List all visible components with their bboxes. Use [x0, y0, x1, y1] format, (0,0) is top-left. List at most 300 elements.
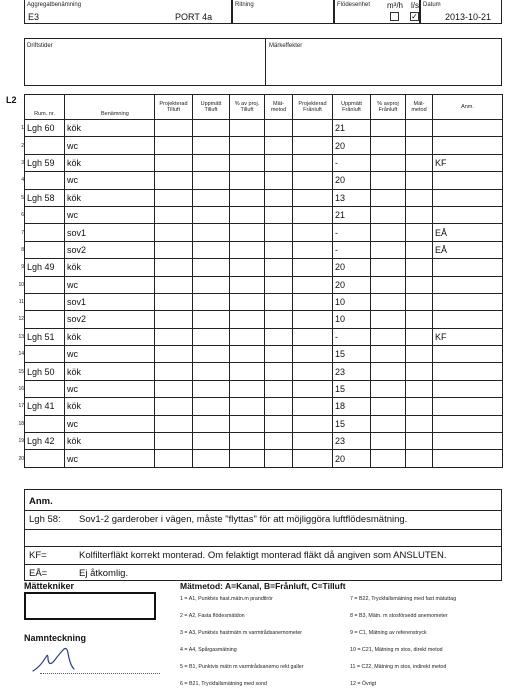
col-rum: Rum. nr. — [25, 95, 65, 120]
cell-rum[interactable] — [25, 450, 65, 467]
cell-pct-tilluft[interactable] — [230, 433, 265, 450]
datum-label: Datum — [423, 2, 441, 8]
cell-proj-tilluft[interactable] — [155, 276, 193, 293]
cell-upp-tilluft[interactable] — [193, 293, 230, 310]
table-row — [25, 189, 503, 206]
cell-pct-tilluft[interactable] — [230, 450, 265, 467]
cell-metod-franluft[interactable] — [406, 450, 433, 467]
method-item: 1 = A1, Punktvis hast.mätn.m prandtlrör — [180, 596, 273, 602]
cell-metod-franluft[interactable] — [406, 154, 433, 171]
cell-proj-franluft[interactable] — [293, 259, 333, 276]
cell-metod-franluft[interactable] — [406, 172, 433, 189]
cell-rum[interactable] — [25, 206, 65, 223]
table-row — [25, 363, 503, 380]
cell-rum[interactable] — [25, 137, 65, 154]
cell-metod-franluft[interactable] — [406, 189, 433, 206]
cell-proj-tilluft[interactable] — [155, 241, 193, 258]
cell-upp-franluft[interactable]: 10 — [333, 311, 371, 328]
cell-metod-tilluft[interactable] — [265, 328, 293, 345]
cell-rum[interactable] — [25, 346, 65, 363]
cell-upp-franluft[interactable]: - — [333, 328, 371, 345]
cell-anm[interactable] — [433, 172, 503, 189]
row-number: 17 — [18, 403, 24, 410]
row-number: 18 — [18, 420, 24, 427]
cell-metod-franluft[interactable] — [406, 380, 433, 397]
cell-proj-tilluft[interactable] — [155, 224, 193, 241]
cell-anm[interactable] — [433, 276, 503, 293]
cell-rum[interactable] — [25, 241, 65, 258]
cell-proj-franluft[interactable] — [293, 189, 333, 206]
row-number: 13 — [18, 333, 24, 340]
row-number: 1 — [21, 125, 24, 132]
flodesenhet-label: Flödesenhet — [337, 2, 371, 8]
cell-metod-franluft[interactable] — [406, 328, 433, 345]
cell-anm[interactable] — [433, 450, 503, 467]
cell-proj-franluft[interactable] — [293, 398, 333, 415]
mattekniker-label: Mättekniker — [24, 581, 75, 591]
table-row — [25, 154, 503, 171]
cell-rum[interactable]: Lgh 42 — [25, 433, 65, 450]
cell-pct-franluft[interactable] — [371, 189, 406, 206]
cell-metod-tilluft[interactable] — [265, 154, 293, 171]
datum-cell — [420, 0, 502, 24]
cell-benamning[interactable]: kök — [65, 189, 155, 206]
cell-pct-tilluft[interactable] — [230, 259, 265, 276]
cell-benamning[interactable]: sov2 — [65, 241, 155, 258]
cell-benamning[interactable]: wc — [65, 346, 155, 363]
cell-benamning[interactable]: sov1 — [65, 224, 155, 241]
cell-anm[interactable] — [433, 311, 503, 328]
cell-anm[interactable] — [433, 206, 503, 223]
cell-upp-tilluft[interactable] — [193, 154, 230, 171]
anm-rule-3 — [25, 546, 501, 547]
cell-upp-tilluft[interactable] — [193, 276, 230, 293]
cell-benamning[interactable]: wc — [65, 172, 155, 189]
method-item: 9 = C1, Mätning av referenstryck — [350, 630, 427, 636]
cell-metod-franluft[interactable] — [406, 293, 433, 310]
cell-upp-tilluft[interactable] — [193, 380, 230, 397]
cell-upp-franluft[interactable]: 23 — [333, 363, 371, 380]
cell-pct-franluft[interactable] — [371, 137, 406, 154]
cell-pct-tilluft[interactable] — [230, 120, 265, 137]
method-item: 4 = A4, Spårgasmätning — [180, 647, 237, 653]
cell-proj-franluft[interactable] — [293, 328, 333, 345]
cell-pct-franluft[interactable] — [371, 450, 406, 467]
cell-upp-franluft[interactable]: 15 — [333, 346, 371, 363]
cell-benamning[interactable]: kök — [65, 120, 155, 137]
cell-pct-franluft[interactable] — [371, 415, 406, 432]
cell-pct-tilluft[interactable] — [230, 241, 265, 258]
cell-pct-franluft[interactable] — [371, 276, 406, 293]
anm-rule-1 — [25, 510, 501, 511]
cell-proj-tilluft[interactable] — [155, 433, 193, 450]
cell-metod-franluft[interactable] — [406, 398, 433, 415]
cell-upp-tilluft[interactable] — [193, 398, 230, 415]
cell-benamning[interactable]: wc — [65, 206, 155, 223]
cell-metod-tilluft[interactable] — [265, 433, 293, 450]
cell-benamning[interactable]: kök — [65, 328, 155, 345]
table-row — [25, 328, 503, 345]
cell-benamning[interactable]: sov2 — [65, 311, 155, 328]
cell-upp-tilluft[interactable] — [193, 259, 230, 276]
table-row — [25, 172, 503, 189]
cell-proj-tilluft[interactable] — [155, 137, 193, 154]
cell-pct-franluft[interactable] — [371, 172, 406, 189]
cell-rum[interactable]: Lgh 50 — [25, 363, 65, 380]
cell-proj-tilluft[interactable] — [155, 328, 193, 345]
cell-metod-franluft[interactable] — [406, 259, 433, 276]
cell-metod-franluft[interactable] — [406, 276, 433, 293]
cell-upp-tilluft[interactable] — [193, 206, 230, 223]
cell-anm[interactable]: KF — [433, 154, 503, 171]
cell-metod-franluft[interactable] — [406, 224, 433, 241]
cell-pct-franluft[interactable] — [371, 328, 406, 345]
cell-proj-franluft[interactable] — [293, 311, 333, 328]
cell-rum[interactable] — [25, 415, 65, 432]
cell-rum[interactable] — [25, 224, 65, 241]
cell-metod-tilluft[interactable] — [265, 206, 293, 223]
cell-pct-tilluft[interactable] — [230, 137, 265, 154]
cell-metod-tilluft[interactable] — [265, 450, 293, 467]
cell-metod-tilluft[interactable] — [265, 415, 293, 432]
cell-metod-tilluft[interactable] — [265, 311, 293, 328]
cell-pct-franluft[interactable] — [371, 346, 406, 363]
table-row — [25, 433, 503, 450]
signature — [30, 645, 90, 675]
cell-pct-franluft[interactable] — [371, 311, 406, 328]
cell-pct-tilluft[interactable] — [230, 311, 265, 328]
cell-metod-tilluft[interactable] — [265, 259, 293, 276]
cell-metod-tilluft[interactable] — [265, 224, 293, 241]
row-number: 5 — [21, 194, 24, 201]
cell-proj-tilluft[interactable] — [155, 189, 193, 206]
cell-proj-tilluft[interactable] — [155, 380, 193, 397]
cell-metod-tilluft[interactable] — [265, 346, 293, 363]
cell-metod-franluft[interactable] — [406, 206, 433, 223]
cell-pct-franluft[interactable] — [371, 120, 406, 137]
cell-pct-franluft[interactable] — [371, 154, 406, 171]
col-benamning: Benämning — [65, 95, 155, 120]
cell-proj-tilluft[interactable] — [155, 398, 193, 415]
cell-anm[interactable]: EÅ — [433, 241, 503, 258]
cell-upp-tilluft[interactable] — [193, 224, 230, 241]
matmetod-title: Mätmetod: A=Kanal, B=Frånluft, C=Tilluft — [180, 581, 346, 591]
cell-anm[interactable] — [433, 293, 503, 310]
cell-rum[interactable]: Lgh 51 — [25, 328, 65, 345]
cell-upp-franluft[interactable]: 20 — [333, 259, 371, 276]
anm-line1-text: Sov1-2 garderober i vägen, måste "flyttas" för att möjliggöra luftflödesmätning. — [79, 514, 408, 525]
method-item: 6 = B21, Tryckfallsmätning med sond — [180, 681, 268, 687]
markeffekter-label: Märkeffekter — [269, 43, 303, 49]
cell-pct-tilluft[interactable] — [230, 276, 265, 293]
cell-upp-tilluft[interactable] — [193, 433, 230, 450]
cell-upp-franluft[interactable]: 21 — [333, 120, 371, 137]
cell-pct-franluft[interactable] — [371, 259, 406, 276]
cell-rum[interactable]: Lgh 49 — [25, 259, 65, 276]
cell-benamning[interactable]: wc — [65, 276, 155, 293]
cell-anm[interactable]: EÅ — [433, 224, 503, 241]
cell-pct-tilluft[interactable] — [230, 206, 265, 223]
cell-proj-franluft[interactable] — [293, 224, 333, 241]
cell-benamning[interactable]: wc — [65, 415, 155, 432]
method-item: 10 = C21, Mätning m stos, direkt metod — [350, 647, 443, 653]
cell-benamning[interactable]: kök — [65, 398, 155, 415]
cell-upp-tilluft[interactable] — [193, 172, 230, 189]
driftstider-label: Driftstider — [27, 43, 53, 49]
cell-pct-tilluft[interactable] — [230, 154, 265, 171]
cell-metod-franluft[interactable] — [406, 241, 433, 258]
cell-pct-franluft[interactable] — [371, 241, 406, 258]
cell-rum[interactable] — [25, 276, 65, 293]
cell-pct-tilluft[interactable] — [230, 172, 265, 189]
table-row — [25, 450, 503, 467]
cell-metod-tilluft[interactable] — [265, 276, 293, 293]
cell-metod-franluft[interactable] — [406, 346, 433, 363]
aggregat-value-port: PORT 4a — [175, 12, 213, 22]
cell-proj-tilluft[interactable] — [155, 363, 193, 380]
cell-proj-tilluft[interactable] — [155, 259, 193, 276]
cell-metod-tilluft[interactable] — [265, 293, 293, 310]
cell-proj-tilluft[interactable] — [155, 154, 193, 171]
cell-metod-tilluft[interactable] — [265, 189, 293, 206]
cell-proj-franluft[interactable] — [293, 293, 333, 310]
anm-line3-text: Ej åtkomlig. — [79, 568, 129, 579]
cell-benamning[interactable]: wc — [65, 380, 155, 397]
cell-metod-tilluft[interactable] — [265, 241, 293, 258]
cell-pct-tilluft[interactable] — [230, 189, 265, 206]
cell-upp-tilluft[interactable] — [193, 363, 230, 380]
cell-upp-franluft[interactable]: 10 — [333, 293, 371, 310]
cell-benamning[interactable]: sov1 — [65, 293, 155, 310]
cell-upp-franluft[interactable]: - — [333, 224, 371, 241]
cell-pct-franluft[interactable] — [371, 363, 406, 380]
cell-metod-tilluft[interactable] — [265, 172, 293, 189]
cell-proj-franluft[interactable] — [293, 154, 333, 171]
table-row — [25, 276, 503, 293]
cell-rum[interactable] — [25, 172, 65, 189]
cell-anm[interactable] — [433, 120, 503, 137]
cell-upp-tilluft[interactable] — [193, 189, 230, 206]
method-item: 3 = A3, Punktvis hastmätn m varmtrådsanemometer — [180, 630, 303, 636]
cell-proj-franluft[interactable] — [293, 380, 333, 397]
cell-proj-franluft[interactable] — [293, 415, 333, 432]
cell-pct-franluft[interactable] — [371, 293, 406, 310]
cell-upp-tilluft[interactable] — [193, 415, 230, 432]
col-proj-tilluft: Projekterad Tilluft — [155, 95, 193, 120]
cell-metod-franluft[interactable] — [406, 433, 433, 450]
cell-upp-tilluft[interactable] — [193, 120, 230, 137]
cell-upp-franluft[interactable]: 20 — [333, 137, 371, 154]
cell-anm[interactable] — [433, 137, 503, 154]
cell-metod-tilluft[interactable] — [265, 120, 293, 137]
row-number: 10 — [18, 281, 24, 288]
cell-anm[interactable] — [433, 380, 503, 397]
row-number: 12 — [18, 316, 24, 323]
cell-pct-tilluft[interactable] — [230, 380, 265, 397]
cell-proj-franluft[interactable] — [293, 172, 333, 189]
row-number: 6 — [21, 212, 24, 219]
cell-proj-franluft[interactable] — [293, 137, 333, 154]
section-label: L2 — [6, 95, 17, 105]
row-number: 8 — [21, 246, 24, 253]
cell-benamning[interactable]: kök — [65, 433, 155, 450]
cell-pct-franluft[interactable] — [371, 380, 406, 397]
cell-proj-tilluft[interactable] — [155, 450, 193, 467]
cell-benamning[interactable]: wc — [65, 450, 155, 467]
cell-pct-tilluft[interactable] — [230, 363, 265, 380]
method-item: 2 = A2, Fasta flödesmätdon — [180, 613, 245, 619]
cell-upp-tilluft[interactable] — [193, 241, 230, 258]
cell-upp-franluft[interactable]: 20 — [333, 276, 371, 293]
cell-proj-tilluft[interactable] — [155, 415, 193, 432]
cell-metod-franluft[interactable] — [406, 137, 433, 154]
cell-rum[interactable]: Lgh 60 — [25, 120, 65, 137]
datum-value: 2013-10-21 — [445, 12, 492, 22]
cell-upp-franluft[interactable]: 20 — [333, 172, 371, 189]
cell-anm[interactable] — [433, 259, 503, 276]
col-metod-franluft: Mät-metod — [406, 95, 433, 120]
cell-proj-tilluft[interactable] — [155, 293, 193, 310]
cell-metod-franluft[interactable] — [406, 363, 433, 380]
cell-rum[interactable] — [25, 293, 65, 310]
table-row — [25, 415, 503, 432]
cell-pct-franluft[interactable] — [371, 206, 406, 223]
cell-proj-franluft[interactable] — [293, 363, 333, 380]
table-row — [25, 224, 503, 241]
cell-upp-franluft[interactable]: - — [333, 154, 371, 171]
cell-proj-franluft[interactable] — [293, 450, 333, 467]
table-row — [25, 380, 503, 397]
cell-anm[interactable] — [433, 363, 503, 380]
cell-rum[interactable] — [25, 380, 65, 397]
mattekniker-field[interactable] — [24, 592, 156, 620]
anm-line1-key: Lgh 58: — [29, 514, 61, 525]
cell-proj-tilluft[interactable] — [155, 311, 193, 328]
table-row — [25, 346, 503, 363]
cell-benamning[interactable]: kök — [65, 259, 155, 276]
row-number: 15 — [18, 368, 24, 375]
namnteckning-label: Namnteckning — [24, 633, 87, 643]
cell-metod-tilluft[interactable] — [265, 398, 293, 415]
cell-rum[interactable]: Lgh 59 — [25, 154, 65, 171]
cell-pct-tilluft[interactable] — [230, 398, 265, 415]
cell-proj-tilluft[interactable] — [155, 346, 193, 363]
cell-pct-franluft[interactable] — [371, 398, 406, 415]
method-item: 11 = C22, Mätning m stos, indirekt metod — [350, 664, 447, 670]
cell-upp-tilluft[interactable] — [193, 137, 230, 154]
anm-rule-2 — [25, 529, 501, 530]
cell-upp-franluft[interactable]: - — [333, 241, 371, 258]
unit-ls-checkbox[interactable]: ✓ — [411, 12, 418, 21]
cell-upp-franluft[interactable]: 15 — [333, 415, 371, 432]
row-number: 19 — [18, 438, 24, 445]
cell-benamning[interactable]: wc — [65, 137, 155, 154]
cell-benamning[interactable]: kök — [65, 363, 155, 380]
info-divider — [265, 39, 266, 85]
cell-upp-tilluft[interactable] — [193, 328, 230, 345]
aggregat-value: E3 — [28, 12, 40, 22]
cell-proj-franluft[interactable] — [293, 276, 333, 293]
cell-upp-tilluft[interactable] — [193, 346, 230, 363]
method-item: 5 = B1, Punktvis mätn m varmtrådsanemo rekt galler — [180, 664, 304, 670]
cell-pct-tilluft[interactable] — [230, 328, 265, 345]
anm-line2-key: KF= — [29, 550, 47, 561]
cell-metod-franluft[interactable] — [406, 120, 433, 137]
cell-anm[interactable] — [433, 189, 503, 206]
cell-metod-tilluft[interactable] — [265, 363, 293, 380]
table-row — [25, 206, 503, 223]
cell-metod-franluft[interactable] — [406, 311, 433, 328]
cell-upp-tilluft[interactable] — [193, 311, 230, 328]
cell-pct-tilluft[interactable] — [230, 415, 265, 432]
cell-proj-franluft[interactable] — [293, 120, 333, 137]
cell-proj-tilluft[interactable] — [155, 120, 193, 137]
row-number: 7 — [21, 229, 24, 236]
cell-upp-franluft[interactable]: 13 — [333, 189, 371, 206]
col-proj-franluft: Projekterad Frånluft — [293, 95, 333, 120]
method-item: 12 = Övrigt — [350, 681, 377, 687]
cell-upp-franluft[interactable]: 15 — [333, 380, 371, 397]
cell-pct-franluft[interactable] — [371, 224, 406, 241]
cell-proj-tilluft[interactable] — [155, 172, 193, 189]
cell-proj-franluft[interactable] — [293, 433, 333, 450]
col-anm: Anm. — [433, 95, 503, 120]
cell-upp-franluft[interactable]: 23 — [333, 433, 371, 450]
cell-rum[interactable]: Lgh 41 — [25, 398, 65, 415]
row-number: 14 — [18, 351, 24, 358]
cell-upp-franluft[interactable]: 18 — [333, 398, 371, 415]
cell-anm[interactable] — [433, 398, 503, 415]
cell-rum[interactable] — [25, 311, 65, 328]
col-metod-tilluft: Mät-metod — [265, 95, 293, 120]
cell-rum[interactable]: Lgh 58 — [25, 189, 65, 206]
cell-proj-franluft[interactable] — [293, 241, 333, 258]
cell-pct-tilluft[interactable] — [230, 346, 265, 363]
unit-ls-label: l/s — [411, 1, 419, 10]
cell-proj-franluft[interactable] — [293, 206, 333, 223]
cell-anm[interactable]: KF — [433, 328, 503, 345]
col-upp-tilluft: Uppmätt Tilluft — [193, 95, 230, 120]
anm-rule-4 — [25, 564, 501, 565]
cell-metod-tilluft[interactable] — [265, 380, 293, 397]
cell-metod-tilluft[interactable] — [265, 137, 293, 154]
cell-anm[interactable] — [433, 415, 503, 432]
table-row — [25, 120, 503, 137]
row-number: 9 — [21, 264, 24, 271]
cell-pct-tilluft[interactable] — [230, 224, 265, 241]
col-upp-franluft: Uppmätt Frånluft — [333, 95, 371, 120]
cell-benamning[interactable]: kök — [65, 154, 155, 171]
unit-m3h-label: m³/h — [387, 1, 403, 10]
cell-anm[interactable] — [433, 433, 503, 450]
table-row — [25, 259, 503, 276]
cell-pct-franluft[interactable] — [371, 433, 406, 450]
cell-anm[interactable] — [433, 346, 503, 363]
cell-upp-tilluft[interactable] — [193, 450, 230, 467]
ritning-label: Ritning — [235, 2, 254, 8]
cell-proj-franluft[interactable] — [293, 346, 333, 363]
anm-line2-text: Kolfilterfläkt korrekt monterad. Om felaktigt monterad fläkt då angiven som ANSLUTEN. — [79, 550, 447, 561]
method-item: 7 = B22, Tryckfallsmätning med fast mätuttag — [350, 596, 457, 602]
cell-upp-franluft[interactable]: 20 — [333, 450, 371, 467]
cell-proj-tilluft[interactable] — [155, 206, 193, 223]
unit-m3h-checkbox[interactable] — [390, 12, 399, 21]
cell-pct-tilluft[interactable] — [230, 293, 265, 310]
flodesenhet-cell — [334, 0, 420, 24]
cell-upp-franluft[interactable]: 21 — [333, 206, 371, 223]
cell-metod-franluft[interactable] — [406, 415, 433, 432]
ritning-cell — [232, 0, 334, 24]
